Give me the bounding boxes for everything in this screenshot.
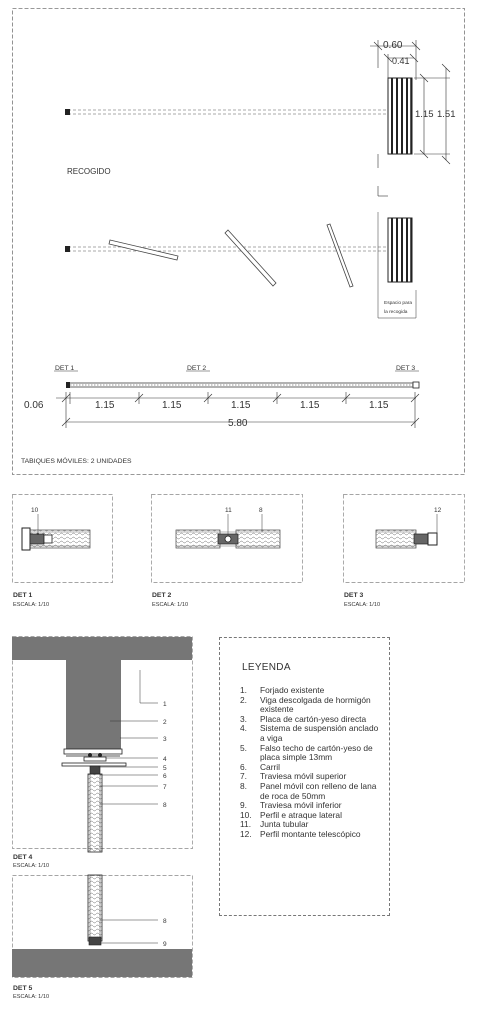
det4-callout-5: 5 — [163, 765, 167, 772]
legend-item-number: 1. — [240, 685, 247, 695]
det1-drawing — [13, 495, 113, 583]
legend-item — [240, 782, 385, 801]
dim-1-51: 1.51 — [437, 109, 456, 120]
legend-list — [240, 686, 385, 840]
det4-callout-8: 8 — [163, 802, 167, 809]
det5-callout-8: 8 — [163, 918, 167, 925]
dim-seg-5: 1.15 — [369, 400, 389, 411]
dim-5-80: 5.80 — [228, 418, 248, 429]
det3-scale: ESCALA: 1/10 — [344, 602, 381, 608]
stack-note-2: la recogida — [384, 310, 408, 315]
dim-seg-3: 1.15 — [231, 400, 251, 411]
det4-callout-3: 3 — [163, 736, 167, 743]
legend-item-text: Perfil montante telescópico — [260, 828, 361, 839]
det4-label: DET 4 — [13, 854, 33, 861]
det4-callout-7: 7 — [163, 784, 167, 791]
dim-seg-4: 1.15 — [300, 400, 320, 411]
rotating-panels — [109, 224, 353, 287]
partition-section-strip — [66, 382, 419, 388]
partition-collected-line — [65, 109, 386, 115]
legend-item-text: Falso techo de cartón-yeso de placa simple 13mm — [260, 742, 373, 763]
det4-drawing — [12, 637, 193, 853]
legend-item — [240, 744, 385, 763]
legend-title: LEYENDA — [242, 662, 291, 673]
det2-scale: ESCALA: 1/10 — [152, 602, 189, 608]
legend-item-text: Forjado existente — [260, 685, 325, 695]
legend-item-number: 11. — [240, 819, 252, 830]
legend-item-text: Traviesa móvil inferior — [260, 800, 342, 811]
legend-item-number: 6. — [240, 761, 247, 772]
legend-item-text: Viga descolgada de hormigón existente — [260, 694, 371, 715]
det4-callout-1: 1 — [163, 701, 167, 708]
legend-item-text: Junta tubular — [260, 819, 309, 830]
legend-item-number: 8. — [240, 780, 247, 791]
det2-callout-8: 8 — [259, 507, 263, 514]
legend-item-number: 9. — [240, 800, 247, 811]
det-tag-1: DET 1 — [55, 365, 75, 372]
legend-item-number: 10. — [240, 809, 252, 820]
label-recogido: RECOGIDO — [67, 167, 111, 176]
det1-label: DET 1 — [13, 592, 33, 599]
panel-stack-top — [388, 78, 412, 154]
plan-title: TABIQUES MÓVILES: 2 UNIDADES — [21, 458, 132, 465]
legend-item-text: Perfil e atraque lateral — [260, 809, 342, 820]
det5-drawing — [12, 875, 193, 978]
det4-callout-6: 6 — [163, 773, 167, 780]
legend-item-number: 3. — [240, 713, 247, 724]
det4-callout-4: 4 — [163, 756, 167, 763]
det3-drawing — [344, 495, 465, 583]
det1-callout-10: 10 — [31, 507, 39, 514]
det-tag-3: DET 3 — [396, 365, 416, 372]
det5-scale: ESCALA: 1/10 — [13, 994, 50, 1000]
det4-scale: ESCALA: 1/10 — [13, 863, 50, 869]
legend-item-number: 4. — [240, 723, 247, 734]
det4-callout-2: 2 — [163, 719, 167, 726]
dim-seg-2: 1.15 — [162, 400, 182, 411]
legend-item-number: 12. — [240, 828, 252, 839]
legend-item — [240, 830, 385, 840]
det2-label: DET 2 — [152, 592, 172, 599]
det3-label: DET 3 — [344, 592, 364, 599]
det-tag-2: DET 2 — [187, 365, 207, 372]
legend-item-text: Carril — [260, 761, 281, 772]
dim-seg-1: 1.15 — [95, 400, 115, 411]
legend-item — [240, 696, 385, 715]
det3-callout-12: 12 — [434, 507, 442, 514]
legend-item-text: Panel móvil con relleno de lana de roca de 50mm — [260, 780, 377, 801]
legend-item-text: Placa de cartón-yeso directa — [260, 713, 367, 724]
det2-callout-11: 11 — [225, 507, 232, 514]
legend-box — [219, 637, 390, 916]
legend-item-number: 7. — [240, 771, 247, 782]
legend-item-text: Sistema de suspensión anclado a viga — [260, 723, 379, 743]
dim-0-41: 0.41 — [392, 56, 410, 66]
det5-label: DET 5 — [13, 985, 33, 992]
legend-item-number: 2. — [240, 694, 247, 705]
dim-0-06: 0.06 — [24, 400, 44, 411]
legend-item-text: Traviesa móvil superior — [260, 771, 347, 782]
dim-0-60: 0.60 — [383, 40, 403, 51]
det5-callout-9: 9 — [163, 941, 167, 948]
det1-scale: ESCALA: 1/10 — [13, 602, 50, 608]
legend-item — [240, 724, 385, 743]
dim-1-15: 1.15 — [415, 109, 434, 120]
legend-item-number: 5. — [240, 742, 247, 753]
stack-note-1: Espacio para — [384, 301, 412, 306]
